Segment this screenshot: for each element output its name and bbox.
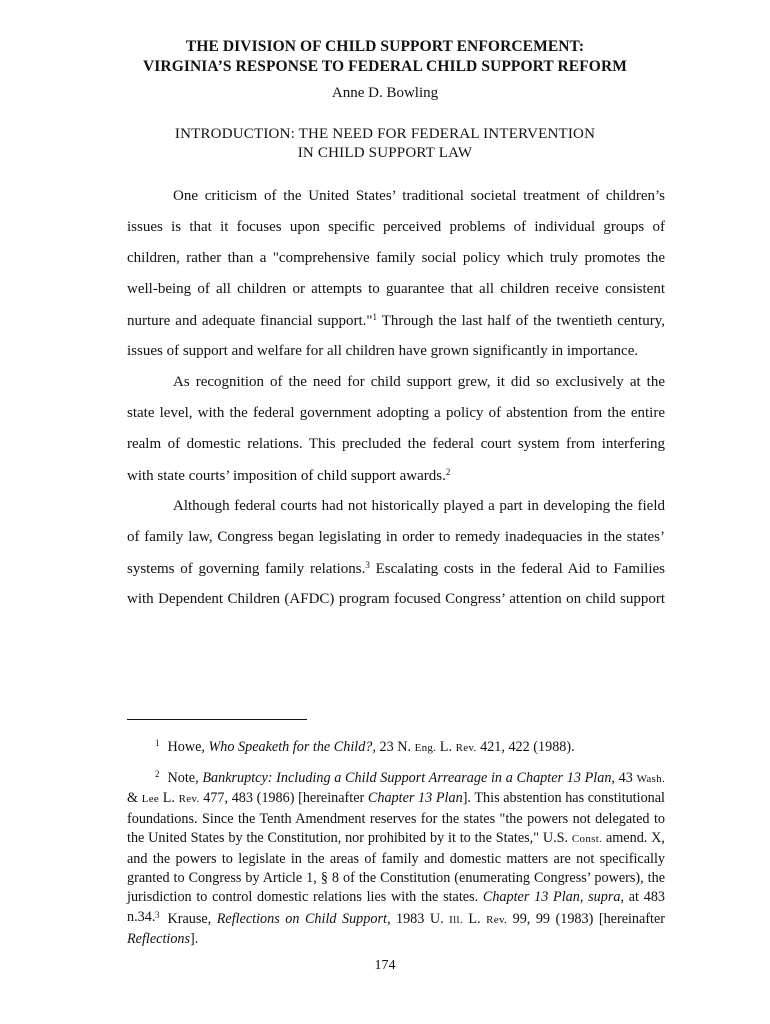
footnote-number: 3 [155,910,160,920]
body-line: One criticism of the United States’ traditional societal treatment of children’s [173,188,665,204]
footnote-2: $^2$ Note, Bankruptcy: Including a Child Support Arrearage in a Chapter 13 Plan, 43 Wash. & Lee L. Rev. 477, 483 (1986) [hereinafter Chapter 13 Plan]. This abstention has constitutional foundations. Since the Tenth Amendment reserves for the states "the powers not delegated to the United States by the Constitution, nor prohibited by it to the States," U.S. Const. amend. X, and the powers to legislate in the areas of family and domestic matters are not specifically granted to Congress by Article 1, § 8 of the Constitution (enumerating Congress’ powers), the jurisdiction to control domestic relations lies with the states. Chapter 13 Plan, supra, at 483 n.34. [127,769,666,925]
body-line [127,560,665,578]
body-text: nurture and adequate financial support." [127,313,373,329]
body-line: state level, with the federal government adopting a policy of abstention from the entire [127,405,665,421]
footnote-3: $^3$ Krause, Reflections on Child Support, 1983 U. Ill. L. Rev. 99, 99 (1983) [hereinafter Reflections]. [127,910,666,948]
body-text: systems of governing family relations. [127,561,366,577]
title-line-2: VIRGINIA’S RESPONSE TO FEDERAL CHILD SUPPORT REFORM [143,58,627,75]
author: Anne D. Bowling [331,85,439,101]
footnote-number: 2 [155,769,160,779]
footnote-1: $^1$ Howe, Who Speaketh for the Child?, 23 N. Eng. L. Rev. 421, 422 (1988). [155,738,575,755]
body-text: Escalating costs in the federal Aid to Families [369,561,665,577]
footnote-divider [127,719,307,720]
section-heading-line-2: IN CHILD SUPPORT LAW [297,145,473,161]
footnote-ref: 1 [372,312,377,322]
page-number: 174 [374,958,396,973]
body-line: realm of domestic relations. This precluded the federal court system from interfering [127,436,665,452]
body-line: children, rather than a "comprehensive family social policy which truly promotes the [127,250,665,266]
body-text: with state courts’ imposition of child support awards. [127,468,446,484]
body-line [127,312,665,330]
body-line: issues of support and welfare for all children have grown significantly in importance. [127,343,639,359]
body-line: As recognition of the need for child support grew, it did so exclusively at the [173,374,665,390]
footnote-ref: 2 [445,467,451,477]
body-text: Through the last half of the twentieth century, [377,313,665,329]
body-line: Although federal courts had not historically played a part in developing the field [173,498,665,514]
footnote-number: 1 [155,738,160,748]
body-line: issues is that it focuses upon specific perceived problems of individual groups of [127,219,665,235]
section-heading-line-1: INTRODUCTION: THE NEED FOR FEDERAL INTERVENTION [174,126,596,142]
title-line-1: THE DIVISION OF CHILD SUPPORT ENFORCEMENT: [185,38,585,55]
body-line [127,467,665,485]
footnote-ref: 3 [365,560,370,570]
body-line: with Dependent Children (AFDC) program focused Congress’ attention on child support [127,591,665,607]
body-line: of family law, Congress began legislating in order to remedy inadequacies in the states’ [127,529,665,545]
body-line: well-being of all children or attempts to guarantee that all children receive consistent [127,281,665,297]
